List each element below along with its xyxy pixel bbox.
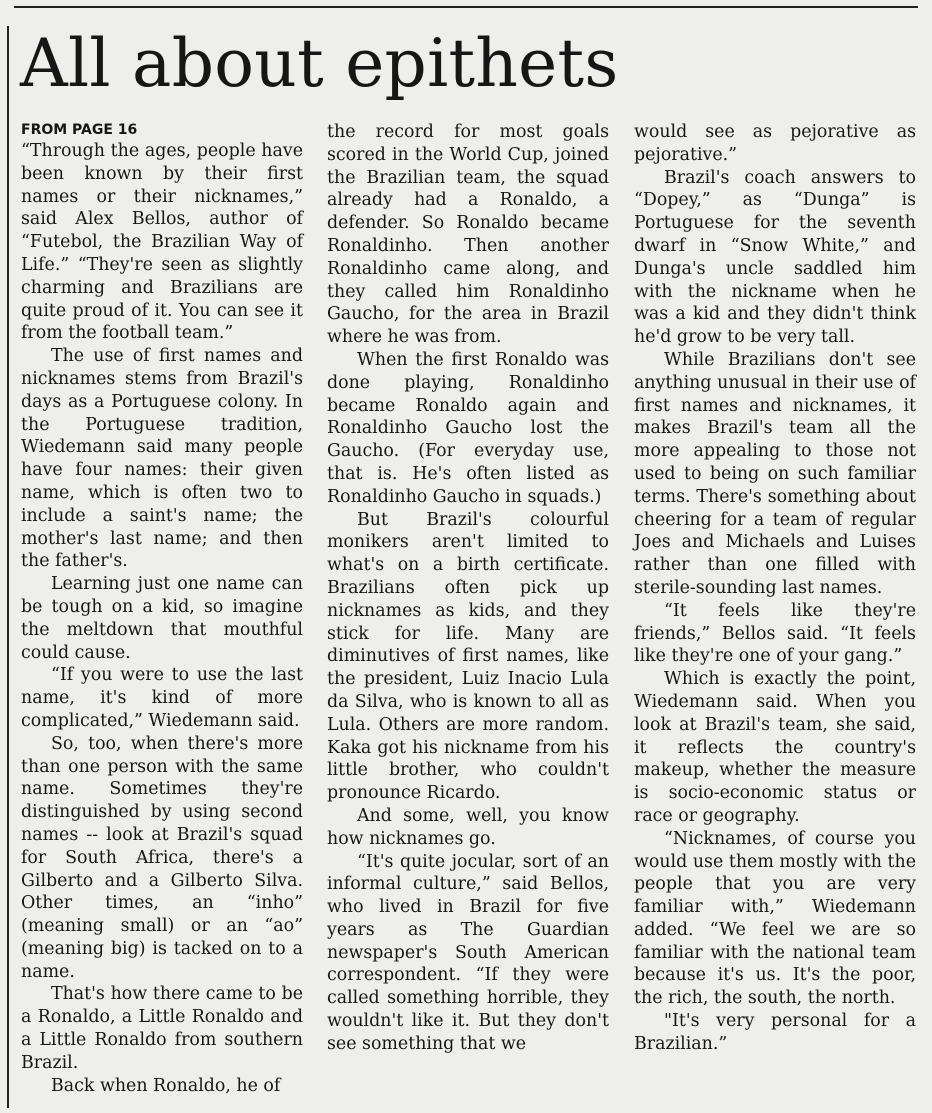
paragraph: While Brazilians don't see anything unusual in their use of first names and nicknames, it makes Brazil's team all the more appealing to those not used to being on such familiar terms. There's something about cheering for a team of regular Joes and Michaels and Luises rather than one filled with sterile-sounding last names. — [634, 349, 916, 598]
paragraph: When the first Ronaldo was done playing, Ronaldinho became Ronaldo again and Ronaldinho Gaucho lost the Gaucho. (For everyday use, that is. He's often listed as Ronaldinho Gaucho in squads.) — [327, 349, 609, 507]
kicker: FROM PAGE 16 — [21, 122, 138, 138]
paragraph: The use of first names and nicknames stems from Brazil's days as a Portuguese colony. In the Portuguese tradition, Wiedemann said many people have four names: their given name, which is often two to include a saint's name; the mother's last name; and then the father's. — [21, 346, 303, 572]
paragraph: Back when Ronaldo, he of — [51, 1075, 281, 1096]
paragraph: Which is exactly the point, Wiedemann said. When you look at Brazil's team, she said, it reflects the country's makeup, whether the measure is socio-economic status or race or geography. — [634, 669, 916, 826]
paragraph: Learning just one name can be tough on a kid, so imagine the meltdown that mouthful could cause. — [21, 574, 303, 663]
paragraph: "It's very personal for a Brazilian.” — [634, 1011, 916, 1054]
headline: All about epithets — [20, 25, 619, 102]
paragraph: “If you were to use the last name, it's kind of more complicated,” Wiedemann said. — [21, 665, 303, 731]
paragraph: would see as pejorative as pejorative.” — [634, 122, 916, 165]
paragraph: That's how there came to be a Ronaldo, a Little Ronaldo and a Little Ronaldo from southern Brazil. — [21, 984, 303, 1073]
left-rule — [7, 26, 9, 1108]
paragraph: And some, well, you know how nicknames go. — [327, 805, 609, 849]
paragraph: “It's quite jocular, sort of an informal culture,” said Bellos, who lived in Brazil for five years as The Guardian newspaper's South American correspondent. “If they were called something horrible, they wouldn't like it. But they don't see something that we — [327, 851, 609, 1054]
paragraph: But Brazil's colourful monikers aren't limited to what's on a birth certificate. Brazilians often pick up nicknames as kids, and they stick for life. Many are diminutives of first names, like the president, Luiz Inacio Lula da Silva, who is known to all as Lula. Others are more random. Kaka got his nickname from his little brother, who couldn't pronounce Ricardo. — [327, 509, 609, 804]
paragraph: “Nicknames, of course you would use them mostly with the people that you are very familiar with,” Wiedemann added. “We feel we are so familiar with the national team because it's us. It's the poor, the rich, the south, the north. — [634, 828, 916, 1009]
article-column-1 — [21, 121, 303, 1097]
article-column-2 — [327, 121, 609, 1056]
paragraph: the record for most goals scored in the World Cup, joined the Brazilian team, the squad already had a Ronaldo, a defender. So Ronaldo became Ronaldinho. Then another Ronaldinho came along, and they called him Ronaldinho Gaucho, for the area in Brazil where he was from. — [327, 122, 609, 348]
paragraph: So, too, when there's more than one person with the same name. Sometimes they're distinguished by using second names -- look at Brazil's squad for South Africa, there's a Gilberto and a Gilberto Silva. Other times, an “inho” (meaning small) or an “ao” (meaning big) is tacked on to a name. — [21, 733, 303, 982]
paragraph: “Through the ages, people have been known by their first names or their nicknames,” said Alex Bellos, author of “Futebol, the Brazilian Way of Life.” “They're seen as slightly charming and Brazilians are quite proud of it. You can see it from the football team.” — [21, 141, 303, 344]
paragraph: Brazil's coach answers to “Dopey,” as “Dunga” is Portuguese for the seventh dwarf in “Snow White,” and Dunga's uncle saddled him with the nickname when he was a kid and they didn't think he'd grow to be very tall. — [634, 167, 916, 348]
paragraph: “It feels like they're friends,” Bellos said. “It feels like they're one of your gang.” — [634, 600, 916, 667]
top-rule — [14, 6, 918, 8]
article-column-3 — [634, 121, 916, 1056]
